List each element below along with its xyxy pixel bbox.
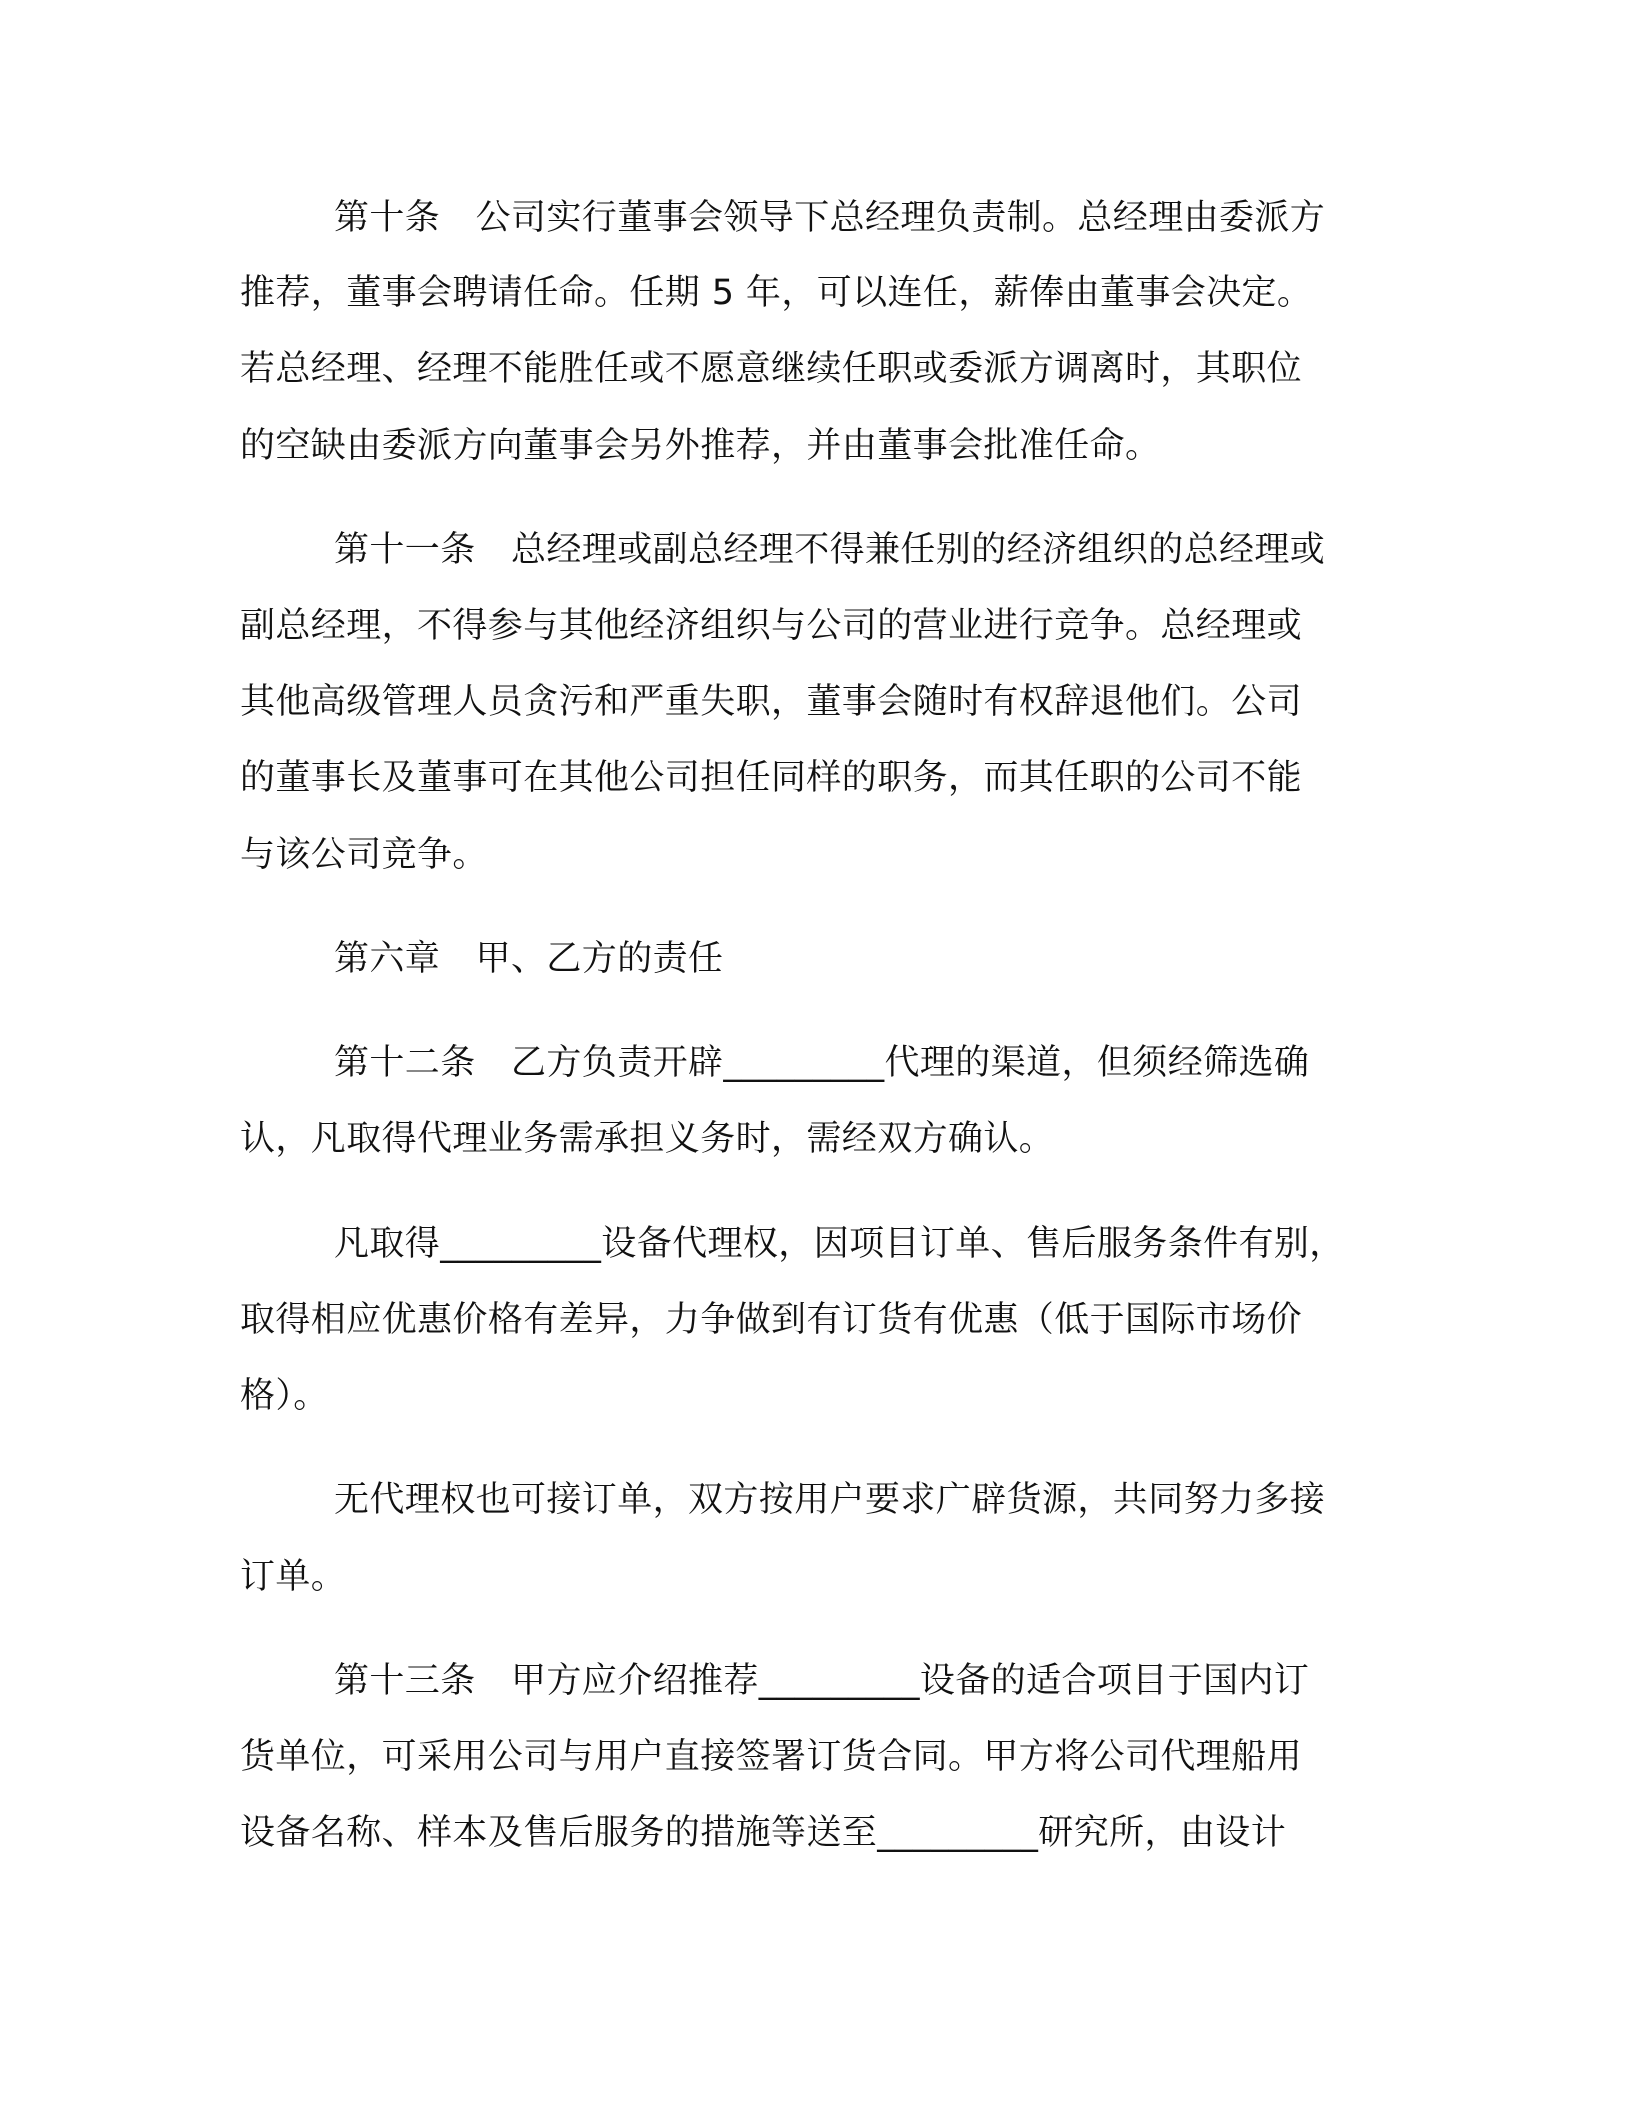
orders-para-line-2: 订单。 bbox=[240, 1557, 347, 1597]
agency-para-line-2: 取得相应优惠价格有差异，力争做到有订货有优惠（低于国际市场价 bbox=[240, 1300, 1303, 1340]
article-11-line-5: 与该公司竞争。 bbox=[240, 835, 488, 875]
article-10-line-2: 推荐，董事会聘请任命。任期 5 年，可以连任，薪俸由董事会决定。 bbox=[240, 273, 1313, 313]
orders-para-line-1: 无代理权也可接订单，双方按用户要求广辟货源，共同努力多接 bbox=[334, 1480, 1326, 1520]
article-10-line-4: 的空缺由委派方向董事会另外推荐，并由董事会批准任命。 bbox=[240, 426, 1161, 466]
article-11-line-2: 副总经理，不得参与其他经济组织与公司的营业进行竞争。总经理或 bbox=[240, 606, 1303, 646]
agency-para-line-3: 格）。 bbox=[240, 1376, 329, 1416]
agency-para-line-1: 凡取得_________设备代理权，因项目订单、售后服务条件有别， bbox=[334, 1224, 1345, 1264]
article-11-line-4: 的董事长及董事可在其他公司担任同样的职务，而其任职的公司不能 bbox=[240, 758, 1303, 798]
article-13-line-3: 设备名称、样本及售后服务的措施等送至_________研究所，由设计 bbox=[240, 1813, 1287, 1853]
article-13-line-1: 第十三条 甲方应介绍推荐_________设备的适合项目于国内订 bbox=[334, 1661, 1310, 1701]
article-13-line-2: 货单位，可采用公司与用户直接签署订货合同。甲方将公司代理船用 bbox=[240, 1737, 1303, 1777]
article-12-line-1: 第十二条 乙方负责开辟_________代理的渠道，但须经筛选确 bbox=[334, 1043, 1310, 1083]
article-11-line-3: 其他高级管理人员贪污和严重失职，董事会随时有权辞退他们。公司 bbox=[240, 682, 1303, 722]
article-11-line-1: 第十一条 总经理或副总经理不得兼任别的经济组织的总经理或 bbox=[334, 530, 1326, 570]
article-10-line-1: 第十条 公司实行董事会领导下总经理负责制。总经理由委派方 bbox=[334, 198, 1326, 238]
article-10-line-3: 若总经理、经理不能胜任或不愿意继续任职或委派方调离时，其职位 bbox=[240, 349, 1303, 389]
chapter-6-heading: 第六章 甲、乙方的责任 bbox=[334, 939, 724, 979]
article-12-line-2: 认，凡取得代理业务需承担义务时，需经双方确认。 bbox=[240, 1119, 1055, 1159]
